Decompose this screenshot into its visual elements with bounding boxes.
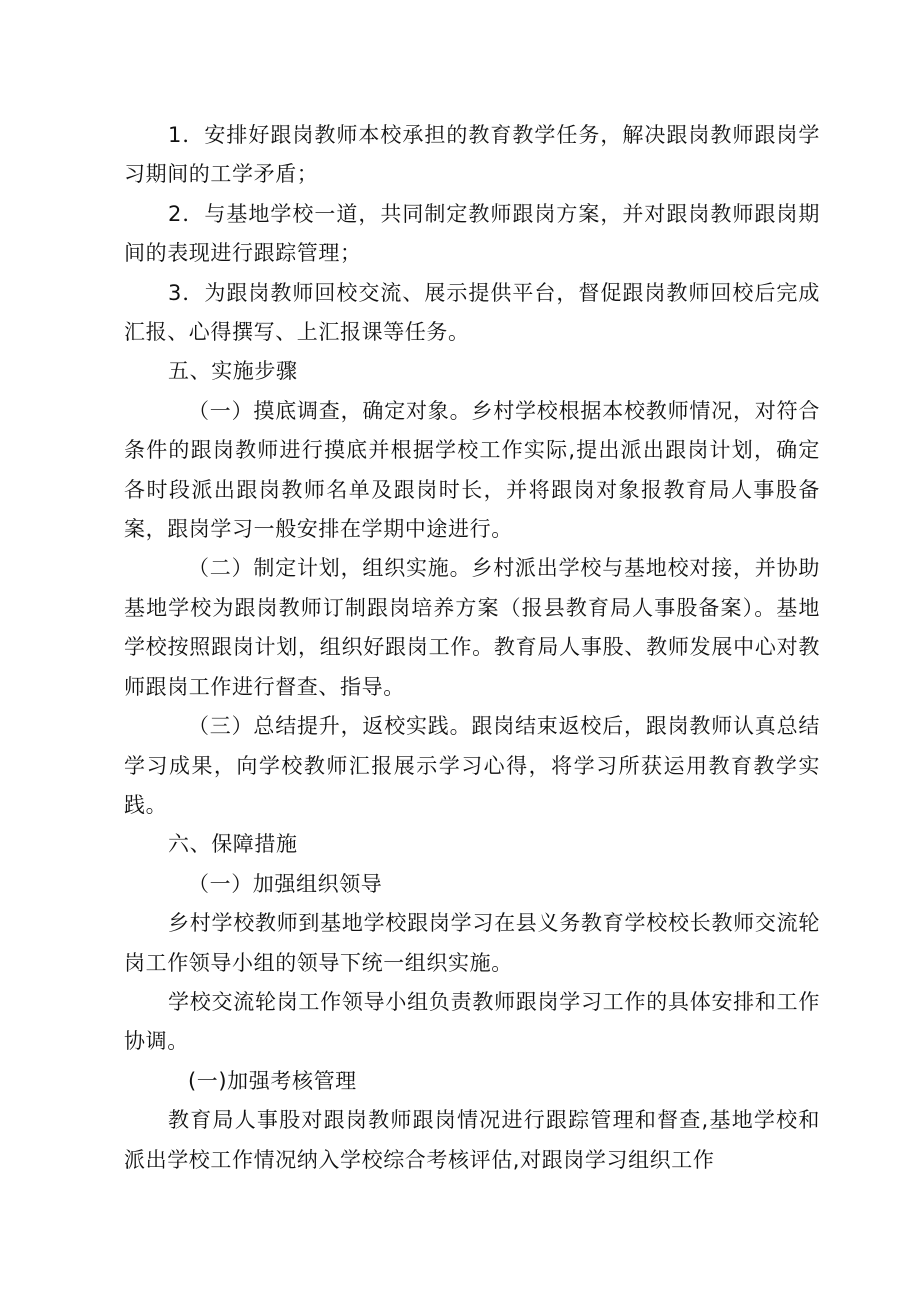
paragraph-item-1: 1．安排好跟岗教师本校承担的教育教学任务，解决跟岗教师跟岗学习期间的工学矛盾； [124, 123, 820, 187]
paragraph-leadership-2: 学校交流轮岗工作领导小组负责教师跟岗学习工作的具体安排和工作协调。 [124, 989, 820, 1054]
subheading-organization-leadership: （一）加强组织领导 [188, 871, 383, 896]
paragraph-step-2: （二）制定计划，组织实施。乡村派出学校与基地校对接，并协助基地学校为跟岗教师订制跟岗培养方案（报县教育局人事股备案）。基地学校按照跟岗计划，组织好跟岗工作。教育局人事股、教师发展中心对教师跟岗工作进行督查、指导。 [124, 556, 820, 699]
paragraph-step-1: （一）摸底调查，确定对象。乡村学校根据本校教师情况，对符合条件的跟岗教师进行摸底并根据学校工作实际,提出派出跟岗计划，确定各时段派出跟岗教师名单及跟岗时长，并将跟岗对象报教育局人事股备案，跟岗学习一般安排在学期中途进行。 [124, 398, 820, 542]
subheading-assessment-management: (一)加强考核管理 [188, 1068, 357, 1093]
section-heading-safeguard-measures: 六、保障措施 [168, 832, 298, 857]
paragraph-step-3: （三）总结提升，返校实践。跟岗结束返校后，跟岗教师认真总结学习成果，向学校教师汇报展示学习心得，将学习所获运用教育教学实践。 [124, 714, 820, 817]
paragraph-item-2: 2．与基地学校一道，共同制定教师跟岗方案，并对跟岗教师跟岗期间的表现进行跟踪管理； [124, 201, 820, 266]
paragraph-leadership-1: 乡村学校教师到基地学校跟岗学习在县义务教育学校校长教师交流轮岗工作领导小组的领导下统一组织实施。 [124, 911, 820, 975]
section-heading-implementation-steps: 五、实施步骤 [168, 359, 298, 384]
paragraph-assessment: 教育局人事股对跟岗教师跟岗情况进行跟踪管理和督查,基地学校和派出学校工作情况纳入学校综合考核评估,对跟岗学习组织工作 [124, 1108, 820, 1172]
paragraph-item-3: 3．为跟岗教师回校交流、展示提供平台，督促跟岗教师回校后完成汇报、心得撰写、上汇报课等任务。 [124, 280, 820, 345]
document-body [124, 116, 820, 1180]
